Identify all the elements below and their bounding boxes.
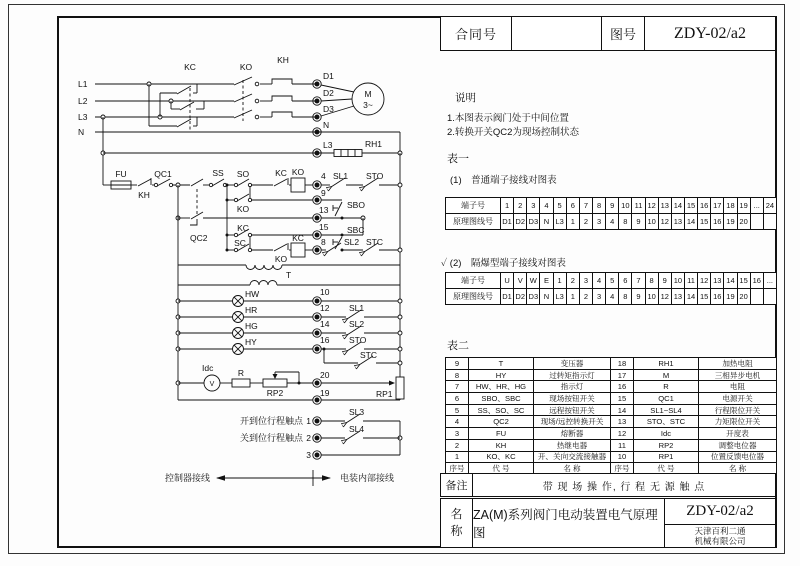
table1-normal-caption: (1) 普通端子接线对图表 [450,175,557,186]
terminal-table-normal [445,197,777,230]
terminal-cell: 15 [738,273,751,288]
wire-cell: 15 [698,214,711,229]
component-cell: 名 称 [534,463,611,474]
label-ko-nc: KO [274,254,288,264]
wire-cell: 2 [580,289,593,304]
component-cell: 8 [446,370,469,382]
component-cell: 5 [446,405,469,417]
label-motor-phase: 3~ [363,100,373,110]
terminal-cell: 1 [501,198,514,213]
label-sl4: SL4 [349,424,365,434]
wire-cell: 20 [738,289,751,304]
title-header-block [440,16,776,51]
notes-title: 说明 [455,92,476,104]
component-cell: 电阻 [699,381,776,393]
open-limit-text: 开到位行程触点 [239,416,303,426]
terminal-cell: 3 [527,198,540,213]
label-so: SO [236,169,250,179]
wire-cell: D1 [501,214,514,229]
note-item-1: 1.本图表示阀门处于中间位置 [447,113,569,124]
component-cell: 位置反馈电位器 [699,452,776,464]
label-l1: L1 [78,79,88,89]
terminal-cell: 24 [765,201,775,210]
terminal-cell: 13 [711,273,724,288]
wire-cell: 9 [632,214,645,229]
wire-cell: 16 [711,214,724,229]
component-cell: STO、STC [634,416,699,428]
wire-cell: N [540,214,553,229]
label-sto-lamp: STO [349,335,367,345]
component-cell: 4 [446,416,469,428]
wire-cell: 13 [672,214,685,229]
legend-left-text: 控制器接线 [164,473,210,483]
wire-cell: 13 [672,289,685,304]
wire-cell: L3 [554,214,567,229]
wire-cell: N [540,289,553,304]
table1-title: 表一 [447,153,469,165]
component-cell: QC1 [634,393,699,405]
label-stc-main: STC [366,237,383,247]
component-cell: 2 [446,440,469,452]
contract-no-value [512,17,602,50]
company-name [665,525,775,547]
label-hw: HW [245,289,260,299]
drawing-no-value: ZDY-02/a2 [674,24,746,42]
label-qc2: QC2 [190,233,208,243]
component-cell: 10 [611,452,634,464]
terminal-cell: 6 [619,273,632,288]
terminal-cell: 12 [646,198,659,213]
table2-title: 表二 [447,340,469,352]
terminal-cell: 11 [632,198,645,213]
label-terminal-8: 8 [321,237,326,247]
component-cell: SBO、SBC [469,393,534,405]
terminal-cell: 16 [751,273,764,288]
label-sl1-main: SL1 [333,171,349,181]
component-cell: 力矩限位开关 [699,416,776,428]
wire-cell: 16 [711,289,724,304]
terminal-cell: ... [751,198,764,213]
label-kc-coil: KC [292,233,304,243]
component-cell: 18 [611,358,634,370]
component-cell: 14 [611,405,634,417]
terminal-row-label: 端子号 [446,273,501,288]
component-cell: HY [469,370,534,382]
terminal-cell: 16 [698,198,711,213]
wire-row-label: 原理图线号 [446,214,501,229]
terminal-cell: 17 [711,198,724,213]
wire-cell: 12 [659,289,672,304]
component-cell: KO、KC [469,452,534,464]
label-terminal-16: 16 [320,335,330,345]
name-label [441,499,473,547]
component-cell: 加热电阻 [699,358,776,370]
label-qc1: QC1 [154,169,172,179]
component-cell: 热继电器 [534,440,611,452]
wire-cell: 4 [606,289,619,304]
label-rp1: RP1 [376,389,393,399]
component-cell: RP2 [634,440,699,452]
component-cell: 名 称 [728,464,747,474]
label-kh-control: KH [138,190,150,200]
label-kc-nc: KC [275,168,287,178]
component-cell: Idc [634,428,699,440]
component-cell: 开度表 [699,428,776,440]
terminal-row-label: 端子号 [446,198,501,213]
component-cell: 17 [611,370,634,382]
label-sc: SC [234,238,246,248]
wire-cell: 15 [698,289,711,304]
label-l2: L2 [78,96,88,106]
terminal-cell: 19 [738,198,751,213]
component-cell: 3 [446,428,469,440]
company-line1: 天津百利二通 [694,526,746,536]
wire-cell: 14 [685,214,698,229]
label-ss: SS [212,168,224,178]
label-rp2: RP2 [266,388,284,398]
terminal-cell: 5 [554,198,567,213]
component-cell: 代 号 [469,463,534,474]
terminal-cell: 10 [619,198,632,213]
label-n: N [78,127,85,137]
terminal-cell: 2 [514,198,527,213]
wire-cell: 3 [593,289,606,304]
terminal-cell: 4 [593,273,606,288]
component-cell: M [634,370,699,382]
label-kc-hold: KC [237,223,249,233]
wire-cell: 10 [646,289,659,304]
label-sbo: SBO [347,200,365,210]
terminal-cell: 8 [646,273,659,288]
terminal-table-explosionproof [445,272,777,305]
component-cell: 7 [446,381,469,393]
wire-cell: 19 [724,214,737,229]
label-terminal-15: 15 [319,222,329,232]
wire-cell: 20 [738,214,751,229]
component-cell: 指示灯 [534,381,611,393]
close-limit-text: 关到位行程触点 [239,433,303,443]
meter-circuit [176,372,404,404]
label-idc: Idc [202,363,214,373]
terminal-cell: W [527,273,540,288]
wire-cell: 4 [606,214,619,229]
component-cell: 6 [446,393,469,405]
terminal-cell: 7 [580,198,593,213]
label-transformer: T [286,270,292,280]
component-cell: 序号 [611,463,634,474]
label-motor: M [364,89,372,99]
wire-cell: D1 [501,289,514,304]
drawing-no-label: 图号 [602,17,645,50]
terminal-cell: E [540,273,553,288]
terminal-cell: 10 [672,273,685,288]
component-cell: RH1 [634,358,699,370]
terminal-cell: 6 [567,198,580,213]
label-terminal-2: 2 [306,433,311,443]
label-ko-hold: KO [236,204,250,214]
label-terminal-14: 14 [320,319,330,329]
wire-cell: D2 [514,214,527,229]
wire-cell: 9 [632,289,645,304]
label-stc-lamp: STC [360,350,377,360]
terminal-cell: V [514,273,527,288]
component-cell: QC2 [469,416,534,428]
label-terminal-20: 20 [320,370,330,380]
label-sl3: SL3 [349,407,365,417]
wire-cell: D3 [527,289,540,304]
wire-cell: D2 [514,289,527,304]
component-cell: 15 [611,393,634,405]
component-cell: HW、HR、HG [469,381,534,393]
component-cell: 11 [611,440,634,452]
wire-cell: 2 [580,214,593,229]
component-cell: R [634,381,699,393]
meter-glyph: V [209,381,215,388]
wire-cell: 10 [646,214,659,229]
terminal-cell: 18 [724,198,737,213]
label-r: R [237,368,245,378]
label-sl2-lamp: SL2 [349,319,365,329]
wire-cell: 8 [619,214,632,229]
label-d3: D3 [323,104,334,114]
label-sl1-lamp: SL1 [349,303,365,313]
component-cell: 调整电位器 [699,440,776,452]
terminal-cell: 15 [685,198,698,213]
label-terminal-4: 4 [321,171,326,181]
label-l3-terminal: L3 [323,140,333,150]
component-cell: 过转矩指示灯 [534,370,611,382]
label-n-terminal: N [323,120,330,130]
component-cell: FU [469,428,534,440]
label-d2: D2 [323,88,334,98]
limit-contact-section [313,414,402,459]
wire-cell: 14 [685,289,698,304]
component-cell: 13 [611,416,634,428]
component-cell: 现场按钮开关 [534,393,611,405]
terminal-cell: 4 [540,198,553,213]
label-fu: FU [115,169,127,179]
label-hy: HY [245,337,257,347]
label-rh1: RH1 [365,139,383,149]
wire-cell: 1 [567,289,580,304]
ex-caption-text: (2) 隔爆型端子接线对图表 [449,258,566,269]
wire-cell [764,289,776,304]
terminal-cell: 5 [606,273,619,288]
legend-right-text: 电装内部接线 [340,473,395,483]
label-l3: L3 [78,112,88,122]
terminal-cell: 8 [593,198,606,213]
wire-row-label: 原理图线号 [446,289,501,304]
schematic-labels [78,55,394,483]
drawing-name: ZA(M)系列阀门电动装置电气原理图 [473,499,665,547]
terminal-cell: 14 [724,273,737,288]
component-cell: 1 [446,452,469,464]
component-cell: KH [469,440,534,452]
company-line2: 机械有限公司 [694,536,746,546]
component-cell: 12 [611,428,634,440]
label-terminal-9: 9 [321,188,326,198]
terminal-cell: U [501,273,514,288]
component-cell: 开、关向交流接触器 [534,452,611,464]
wire-cell [764,214,776,229]
component-cell: 9 [446,358,469,370]
note-item-2: 2.转换开关QC2为现场控制状态 [447,127,579,138]
terminal-cell: 13 [659,198,672,213]
wire-cell: L3 [554,289,567,304]
component-cell: 熔断器 [534,428,611,440]
label-ko-power: KO [239,62,253,72]
wire-cell [751,289,764,304]
label-terminal-13: 13 [319,205,329,215]
drawing-number: ZDY-02/a2 [665,499,775,525]
terminal-cell: 11 [685,273,698,288]
terminal-cell: 3 [580,273,593,288]
label-terminal-19: 19 [320,388,330,398]
label-terminal-1: 1 [306,416,311,426]
label-sl2-main: SL2 [344,237,360,247]
terminal-cell: 2 [567,273,580,288]
terminal-cell: 1 [554,273,567,288]
label-terminal-3: 3 [306,450,311,460]
wire-cell: 8 [619,289,632,304]
component-cell: SL1~SL4 [634,405,699,417]
remark-block [440,473,776,497]
drawing-title-block [440,498,776,548]
terminal-cell: 12 [698,273,711,288]
label-sto-main: STO [366,171,384,181]
label-kc-power: KC [184,62,196,72]
terminal-cell: 9 [606,198,619,213]
terminal-cell: 9 [659,273,672,288]
wire-cell [751,214,764,229]
component-cell: 电源开关 [699,393,776,405]
name-label-text: 名称 [450,507,463,538]
wire-cell: 19 [724,289,737,304]
component-cell: 行程限位开关 [699,405,776,417]
contract-no-label: 合同号 [441,17,512,50]
label-hg: HG [245,321,258,331]
label-sbc: SBC [347,225,365,235]
terminal-cell: 14 [672,198,685,213]
check-mark: ✓ [441,258,448,269]
component-table [445,357,777,475]
component-cell: 16 [611,381,634,393]
label-hr: HR [245,305,258,315]
component-cell: 三相异步电机 [699,370,776,382]
wire-cell: 1 [567,214,580,229]
component-cell: 序号 [446,463,469,474]
label-terminal-10: 10 [320,287,330,297]
label-d1: D1 [323,71,334,81]
label-terminal-12: 12 [320,303,330,313]
wire-cell: 3 [593,214,606,229]
label-ko-coil: KO [291,167,305,177]
wire-cell: 12 [659,214,672,229]
wire-cell: D3 [527,214,540,229]
component-cell: T [469,358,534,370]
terminal-cell: 7 [632,273,645,288]
remark-label: 备注 [441,474,473,496]
component-cell: 现场/远控转换开关 [534,416,611,428]
label-kh-power: KH [277,55,289,65]
terminal-cell: ... [766,276,774,285]
component-cell: RP1 [634,452,699,464]
component-cell: 远程按钮开关 [534,405,611,417]
table1-ex-caption [441,255,566,269]
remark-text: 带 现 场 操 作, 行 程 无 源 触 点 [542,481,706,493]
component-cell: SS、SO、SC [469,405,534,417]
wiring-legend [216,470,331,486]
component-cell: 变压器 [534,358,611,370]
component-cell: 代 号 [634,463,699,474]
